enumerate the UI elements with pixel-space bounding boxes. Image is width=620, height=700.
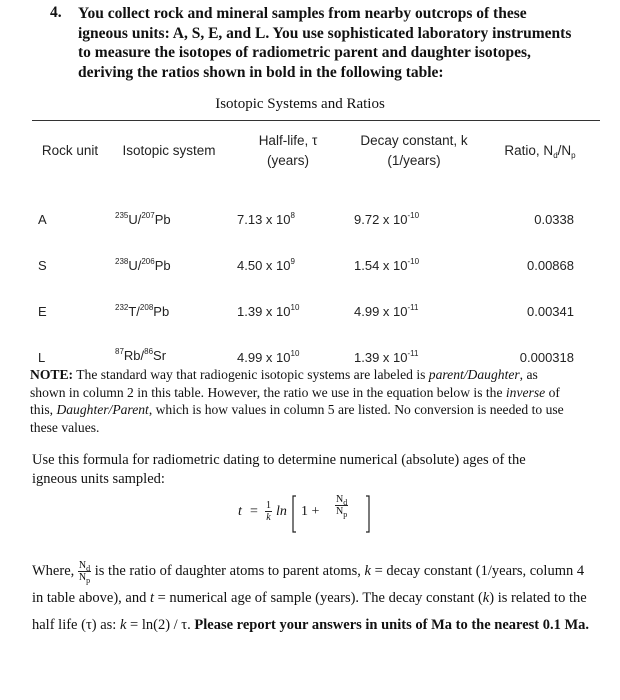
question-text: You collect rock and mineral samples from nearby outcrops of these igneous units: A, S, E, and L. You use sophisticated laboratory instruments to measure the isotopes of radiometric parent and daughter isotopes, deriving the ratios shown in bold in the following table: [78, 5, 572, 81]
equation-one-plus: 1 + [301, 504, 320, 519]
header-half-life-line2: (years) [266, 153, 309, 168]
row-l-ratio: 0.000318 [519, 350, 574, 365]
header-half-life-line1: Half-life, τ [258, 133, 318, 148]
row-e-ratio: 0.00341 [527, 304, 574, 319]
row-e-decay: 4.99 x $10^{-11}$ [354, 303, 419, 319]
header-half-life [240, 131, 336, 171]
equation-ln: ln [276, 504, 287, 519]
equation-lhs: t [238, 504, 242, 519]
header-decay-line2: (1/years) [387, 153, 441, 168]
row-l-system: $^{87}$Rb/$^{86}$Sr [115, 347, 167, 363]
decay-equation [238, 490, 378, 540]
row-l-decay: 1.39 x $10^{-11}$ [354, 349, 419, 365]
row-a-system: $^{235}$U/$^{207}$Pb [115, 211, 171, 227]
table-top-rule [32, 120, 600, 121]
equation-ratio: $\frac{N_d}{N_p}$ [336, 494, 348, 519]
row-a-half-life: 7.13 x $10^8$ [237, 211, 295, 227]
row-a-decay: 9.72 x $10^{-10}$ [354, 211, 420, 227]
header-ratio: Ratio, $N_d/N_p$ [504, 143, 576, 160]
formula-intro: Use this formula for radiometric dating to determine numerical (absolute) ages of the igneous units sampled: [32, 452, 526, 487]
note-label: NOTE: [30, 367, 74, 382]
row-l-half-life: 4.99 x $10^{10}$ [237, 349, 300, 365]
header-rock-unit: Rock unit [41, 143, 99, 158]
header-isotopic-system: Isotopic system [122, 143, 216, 158]
row-a-unit: A [38, 212, 47, 227]
question-number: 4. [50, 4, 62, 21]
row-e-system: $^{232}$T/$^{208}$Pb [115, 303, 170, 319]
row-s-half-life: 4.50 x $10^9$ [237, 257, 295, 273]
note-paragraph: NOTE: The standard way that radiogenic isotopic systems are labeled is parent/Daughter, as shown in column 2 in this table. However, the ratio we use in the equation below is the inverse of this, Daughter/Parent, which is how values in column 5 are listed. No conversion is needed to use these values. [30, 367, 564, 435]
header-decay-constant [346, 131, 482, 171]
where-ratio-fraction: $\frac{N_d}{N_p}$ [78, 560, 91, 586]
row-s-system: $^{238}$U/$^{206}$Pb [115, 257, 171, 273]
equation-one-over-k: $\frac{1}{k}$ [266, 500, 271, 523]
row-s-decay: 1.54 x $10^{-10}$ [354, 257, 420, 273]
table-caption: Isotopic Systems and Ratios [215, 96, 385, 112]
row-s-ratio: 0.00868 [527, 258, 574, 273]
row-e-unit: E [38, 304, 47, 319]
row-l-unit: L [38, 350, 46, 365]
row-e-half-life: 1.39 x $10^{10}$ [237, 303, 300, 319]
report-instruction: Please report your answers in units of Ma to the nearest 0.1 Ma. [194, 617, 590, 633]
header-decay-line1: Decay constant, k [360, 133, 468, 148]
row-s-unit: S [38, 258, 47, 273]
row-a-ratio: 0.0338 [534, 212, 574, 227]
where-paragraph: Where, $\frac{N_d}{N_p}$ is the ratio of daughter atoms to parent atoms, k = decay constant (1/years, column 4 in table above), and t = numerical age of sample (years). The decay constant (k) is related to the half life (τ) as: k = ln(2) / τ. Please report your answers in units of Ma to the nearest 0.1 Ma. [32, 560, 590, 633]
equation-equals: = [250, 504, 258, 519]
